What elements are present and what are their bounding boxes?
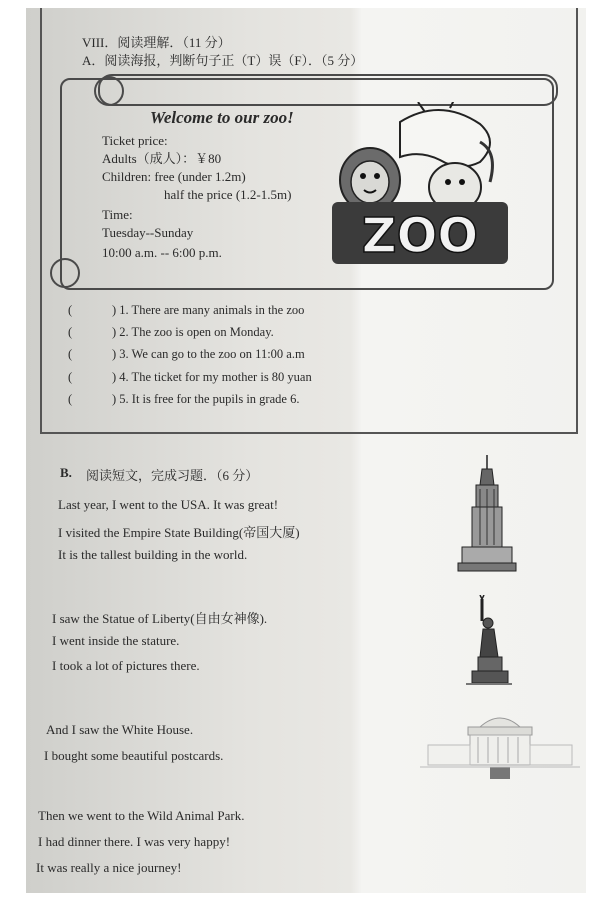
section-b-label: B.: [60, 465, 72, 480]
zoo-animals-icon: [330, 102, 510, 267]
question-5-paren: (: [68, 392, 73, 406]
poster-adults-price: Adults（成人）：￥80: [102, 151, 222, 166]
poster-ticket-price: Ticket price:: [102, 133, 168, 148]
passage-line-8: I bought some beautiful postcards.: [44, 748, 224, 763]
white-house-icon: [420, 705, 580, 785]
passage-line-4: I saw the Statue of Liberty(自由女神像).: [52, 611, 268, 626]
poster-children-price: Children: free (under 1.2m): [102, 169, 246, 184]
passage-line-6: I took a lot of pictures there.: [52, 658, 200, 673]
section-a-instruction: A．阅读海报，判断句子正（T）误（F）．（5 分）: [82, 53, 364, 68]
question-3-paren: (: [68, 347, 73, 361]
question-1-paren: (: [68, 303, 73, 317]
passage-line-11: It was really a nice journey!: [36, 860, 182, 875]
passage-line-2: I visited the Empire State Building(帝国大厦): [58, 525, 300, 540]
question-4: ) 4. The ticket for my mother is 80 yuan: [112, 370, 312, 384]
poster-days: Tuesday--Sunday: [102, 225, 194, 240]
poster-hours: 10:00 a.m. -- 6:00 p.m.: [102, 245, 222, 260]
empire-state-building-icon: [456, 455, 518, 573]
passage-line-1: Last year, I went to the USA. It was great!: [58, 497, 279, 512]
question-3: ) 3. We can go to the zoo on 11:00 a.m: [112, 347, 305, 361]
section-b-instruction: 阅读短文，完成习题．（6 分）: [86, 468, 259, 483]
passage-line-3: It is the tallest building in the world.: [58, 547, 248, 562]
poster-half-price: half the price (1.2-1.5m): [164, 187, 292, 202]
passage-line-7: And I saw the White House.: [46, 722, 194, 737]
passage-line-10: I had dinner there. I was very happy!: [38, 834, 231, 849]
section-a-heading: VIII．阅读理解．（11 分）: [82, 35, 231, 50]
question-1: ) 1. There are many animals in the zoo: [112, 303, 305, 317]
poster-scroll-curl-bottom: [50, 258, 80, 288]
zoo-logo-text: ZOO: [361, 208, 479, 264]
question-5: ) 5. It is free for the pupils in grade 6.: [112, 392, 300, 406]
passage-line-9: Then we went to the Wild Animal Park.: [38, 808, 245, 823]
question-2: ) 2. The zoo is open on Monday.: [112, 325, 274, 339]
question-4-paren: (: [68, 370, 73, 384]
passage-line-5: I went inside the stature.: [52, 633, 180, 648]
poster-time-label: Time:: [102, 207, 133, 222]
question-2-paren: (: [68, 325, 73, 339]
poster-welcome: Welcome to our zoo!: [150, 108, 294, 127]
statue-of-liberty-icon: [466, 595, 512, 685]
